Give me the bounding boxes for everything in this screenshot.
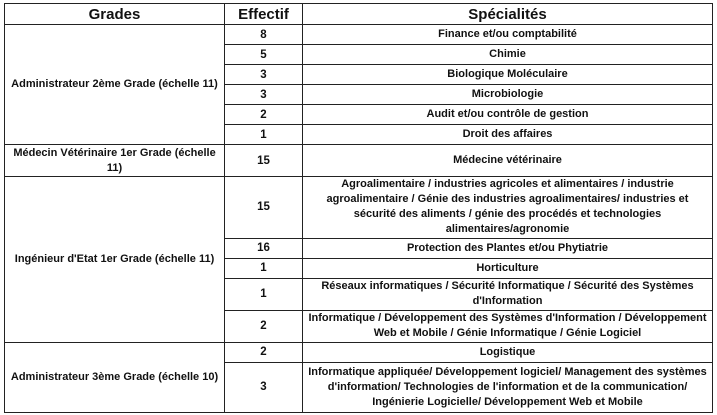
header-grades: Grades <box>5 4 225 25</box>
effectif-cell: 16 <box>225 238 303 258</box>
effectif-cell: 5 <box>225 45 303 65</box>
header-specialites: Spécialités <box>303 4 713 25</box>
specialty-cell: Droit des affaires <box>303 125 713 145</box>
specialty-cell: Informatique / Développement des Systèmes d'Information / Développement Web et Mobile / Génie Informatique / Génie Logiciel <box>303 310 713 342</box>
effectif-cell: 15 <box>225 145 303 177</box>
header-row <box>5 4 713 25</box>
specialty-cell: Audit et/ou contrôle de gestion <box>303 105 713 125</box>
grade-cell: Ingénieur d'Etat 1er Grade (échelle 11) <box>5 177 225 342</box>
specialty-cell: Réseaux informatiques / Sécurité Informatique / Sécurité des Systèmes d'Information <box>303 278 713 310</box>
effectif-cell: 3 <box>225 362 303 412</box>
effectif-cell: 1 <box>225 125 303 145</box>
recruitment-table <box>4 3 713 413</box>
effectif-cell: 2 <box>225 342 303 362</box>
effectif-cell: 2 <box>225 310 303 342</box>
effectif-cell: 3 <box>225 65 303 85</box>
header-effectif: Effectif <box>225 4 303 25</box>
specialty-cell: Agroalimentaire / industries agricoles et alimentaires / industrie agroalimentaire / Génie des industries agroalimentaires/ industries et sécurité des aliments / génie des procédés et technologies alimentaires/agronomie <box>303 177 713 238</box>
effectif-cell: 1 <box>225 258 303 278</box>
effectif-cell: 8 <box>225 25 303 45</box>
grade-cell: Administrateur 3ème Grade (échelle 10) <box>5 342 225 412</box>
effectif-cell: 1 <box>225 278 303 310</box>
specialty-cell: Médecine vétérinaire <box>303 145 713 177</box>
table-row <box>5 145 713 177</box>
specialty-cell: Finance et/ou comptabilité <box>303 25 713 45</box>
specialty-cell: Chimie <box>303 45 713 65</box>
specialty-cell: Biologique Moléculaire <box>303 65 713 85</box>
specialty-cell: Protection des Plantes et/ou Phytiatrie <box>303 238 713 258</box>
specialty-cell: Informatique appliquée/ Développement logiciel/ Management des systèmes d'information/ Technologies de l'information et de la communication/ Ingénierie Logicielle/ Développement Web et Mobile <box>303 362 713 412</box>
specialty-cell: Horticulture <box>303 258 713 278</box>
table-row <box>5 342 713 362</box>
specialty-cell: Microbiologie <box>303 85 713 105</box>
effectif-cell: 3 <box>225 85 303 105</box>
effectif-cell: 15 <box>225 177 303 238</box>
effectif-cell: 2 <box>225 105 303 125</box>
table-row <box>5 25 713 45</box>
specialty-cell: Logistique <box>303 342 713 362</box>
grade-cell: Médecin Vétérinaire 1er Grade (échelle 11) <box>5 145 225 177</box>
table-row <box>5 177 713 238</box>
grade-cell: Administrateur 2ème Grade (échelle 11) <box>5 25 225 145</box>
